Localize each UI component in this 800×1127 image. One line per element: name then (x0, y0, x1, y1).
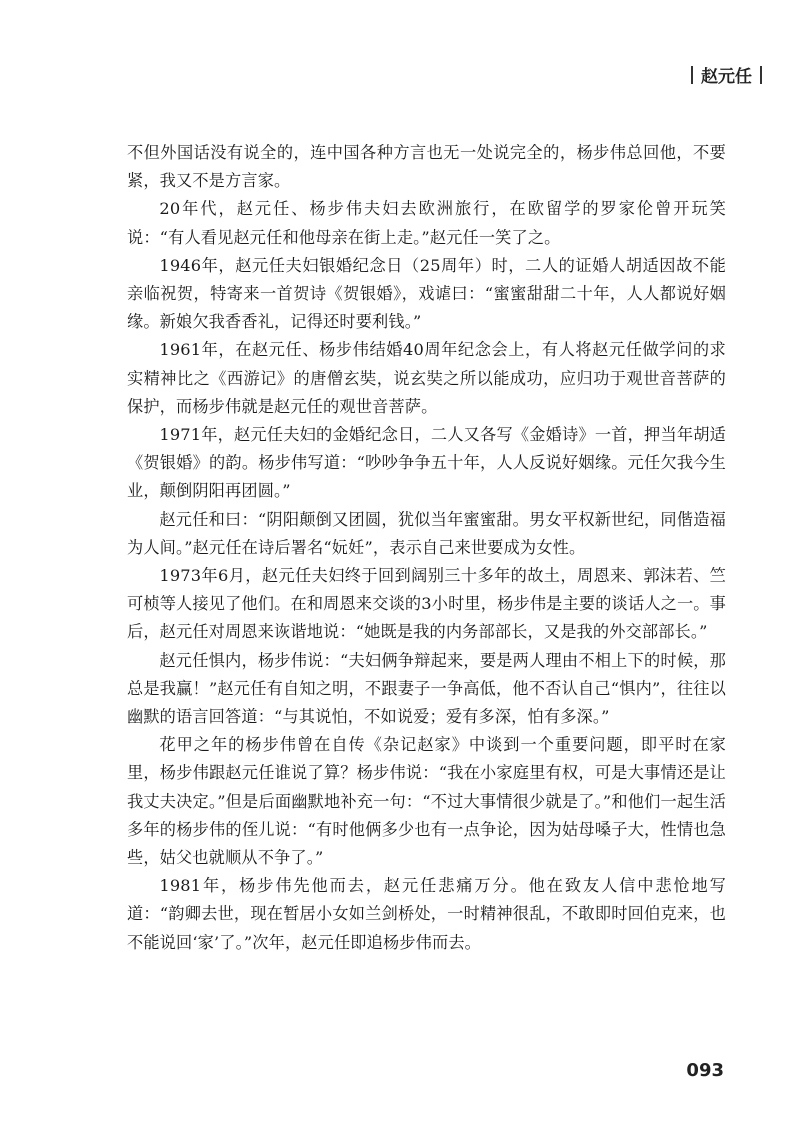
running-head-left-rule (691, 66, 693, 84)
paragraph-6: 赵元任和曰：“阴阳颠倒又团圆，犹似当年蜜蜜甜。男女平权新世纪，同偕造福为人间。”赵元任在诗后署名“妧妊”，表示自己来世要成为女性。 (127, 509, 726, 557)
paragraph-8: 赵元任惧内，杨步伟说：“夫妇俩争辩起来，要是两人理由不相上下的时候，那总是我赢！”赵元任有自知之明，不跟妻子一争高低，他不否认自己“惧内”，往往以幽默的语言回答道：“与其说怕，不如说爱；爱有多深，怕有多深。” (127, 650, 726, 727)
paragraph-4: 1961年，在赵元任、杨步伟结婚40周年纪念会上，有人将赵元任做学问的求实精神比之《西游记》的唐僧玄奘，说玄奘之所以能成功，应归功于观世音菩萨的保护，而杨步伟就是赵元任的观世音菩萨。 (127, 340, 726, 416)
running-head (691, 62, 762, 87)
running-head-title: 赵元任 (701, 67, 752, 87)
body-text (127, 139, 726, 957)
paragraph-7: 1973年6月，赵元任夫妇终于回到阔别三十多年的故土，周恩来、郭沫若、竺可桢等人接见了他们。在和周恩来交谈的3小时里，杨步伟是主要的谈话人之一。事后，赵元任对周恩来诙谐地说：“她既是我的内务部部长，又是我的外交部部长。” (127, 566, 726, 642)
running-head-right-rule (760, 66, 762, 84)
page-number: 093 (686, 1060, 724, 1081)
paragraph-3: 1946年，赵元任夫妇银婚纪念日（25周年）时，二人的证婚人胡适因故不能亲临祝贺，特寄来一首贺诗《贺银婚》，戏谑曰：“蜜蜜甜甜二十年，人人都说好姻缘。新娘欠我香香礼，记得还时要利钱。” (127, 255, 726, 332)
paragraph-1-continued: 不但外国话没有说全的，连中国各种方言也无一处说完全的，杨步伟总回他，不要紧，我又不是方言家。 (127, 143, 726, 191)
paragraph-5: 1971年，赵元任夫妇的金婚纪念日，二人又各写《金婚诗》一首，押当年胡适《贺银婚》的韵。杨步伟写道：“吵吵争争五十年，人人反说好姻缘。元任欠我今生业，颠倒阴阳再团圆。” (127, 425, 726, 501)
paragraph-10: 1981年，杨步伟先他而去，赵元任悲痛万分。他在致友人信中悲怆地写道：“韵卿去世，现在暂居小女如兰剑桥处，一时精神很乱，不敢即时回伯克来，也不能说回‘家’了。”次年，赵元任即追杨步伟而去。 (127, 876, 726, 952)
paragraph-9: 花甲之年的杨步伟曾在自传《杂记赵家》中谈到一个重要问题，即平时在家里，杨步伟跟赵元任谁说了算？杨步伟说：“我在小家庭里有权，可是大事情还是让我丈夫决定。”但是后面幽默地补充一句：“不过大事情很少就是了。”和他们一起生活多年的杨步伟的侄儿说：“有时他俩多少也有一点争论，因为姑母嗓子大，性情也急些，姑父也就顺从不争了。” (127, 735, 726, 868)
paragraph-2: 20年代，赵元任、杨步伟夫妇去欧洲旅行，在欧留学的罗家伦曾开玩笑说：“有人看见赵元任和他母亲在街上走。”赵元任一笑了之。 (127, 199, 726, 247)
